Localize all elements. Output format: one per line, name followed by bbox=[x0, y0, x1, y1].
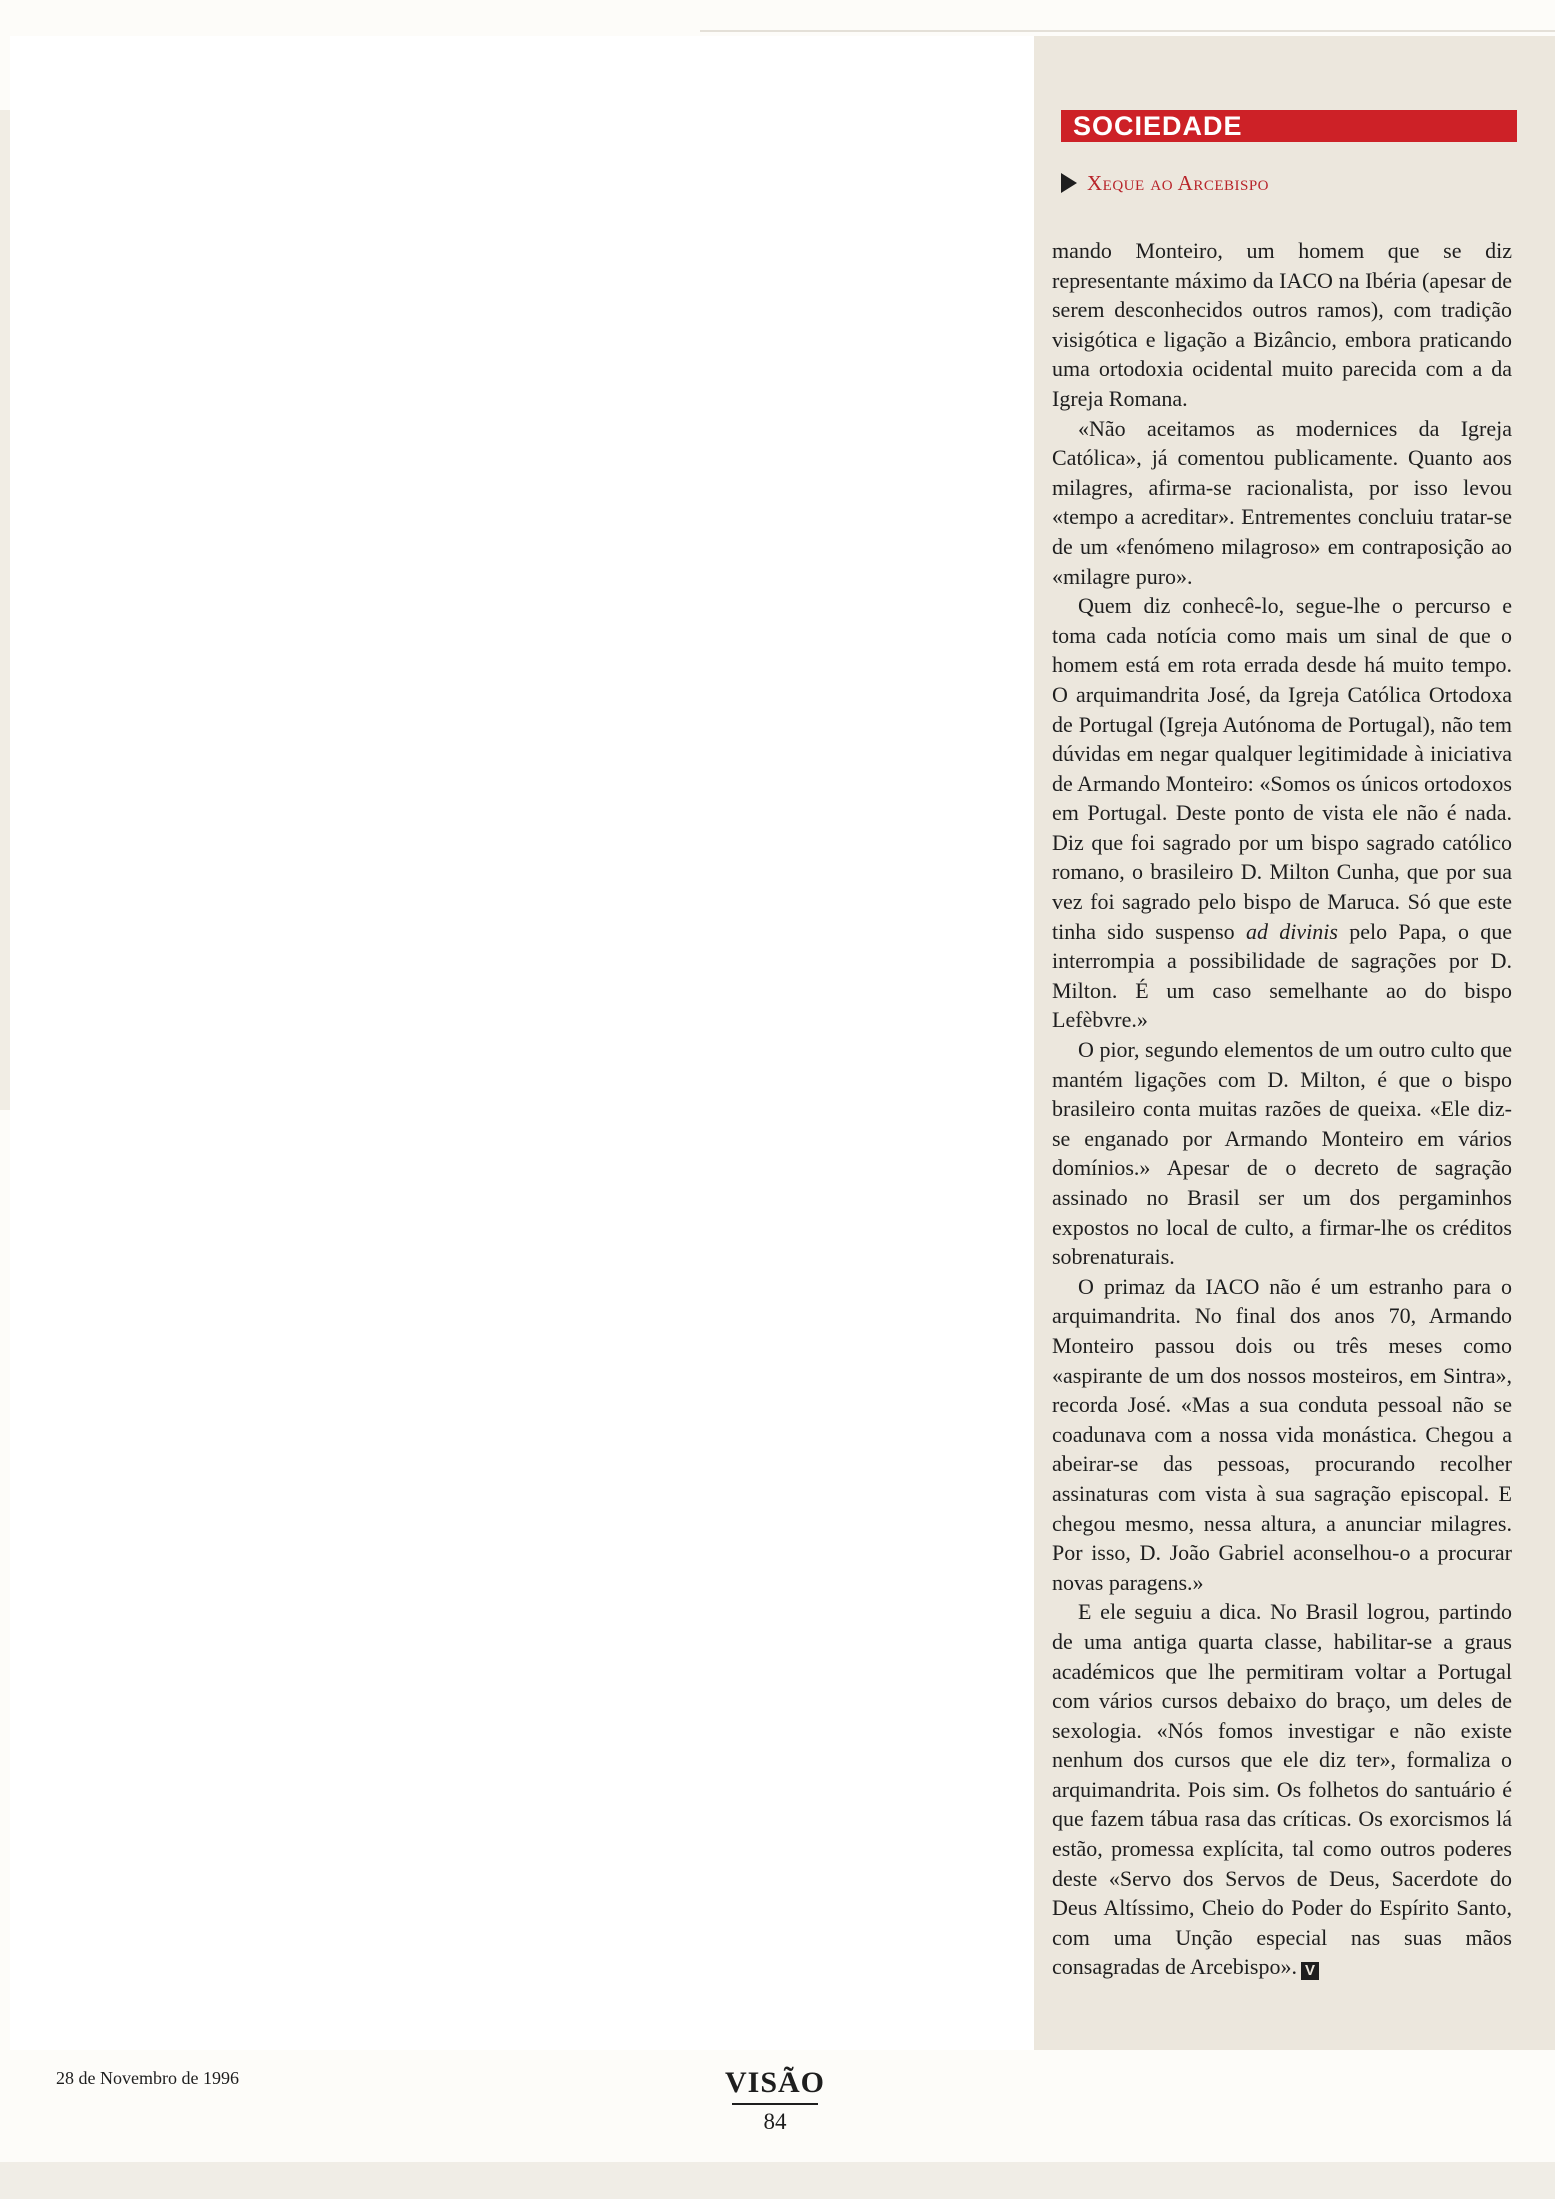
kicker-text: Xeque ao Arcebispo bbox=[1087, 170, 1270, 195]
left-edge-strip bbox=[0, 110, 10, 1110]
triangle-bullet-icon bbox=[1061, 173, 1077, 193]
top-rule bbox=[700, 30, 1555, 32]
bottom-band bbox=[0, 2162, 1555, 2199]
article-paragraph: mando Monteiro, um homem que se diz representante máximo da IACO na Ibéria (apesar de serem desconhecidos outros ramos), com tradição visigótica e ligação a Bizâncio, embora praticando uma ortodoxia ocidental muito parecida com a da Igreja Romana. bbox=[1052, 238, 1512, 411]
page-number: 84 bbox=[763, 2109, 787, 2134]
article-paragraph: O primaz da IACO não é um estranho para o arquimandrita. No final dos anos 70, Armando Monteiro passou dois ou três meses como «aspirante de um dos nossos mosteiros, em Sintra», recorda José. «Mas a sua conduta pessoal não se coadunava com a nossa vida monástica. Chegou a abeirar-se das pessoas, procurando recolher assinaturas com vista à sua sagração episcopal. E chegou mesmo, nessa altura, a anunciar milagres. Por isso, D. João Gabriel aconselhou-o a procurar novas paragens.» bbox=[1052, 1273, 1512, 1595]
end-mark-icon: V bbox=[1301, 1962, 1319, 1980]
article-body bbox=[1052, 236, 1512, 1982]
footer-date: 28 de Novembro de 1996 bbox=[56, 2068, 239, 2088]
article-paragraph bbox=[1052, 591, 1512, 1035]
magazine-masthead: VISÃO bbox=[724, 2066, 826, 2099]
blank-photo-area bbox=[10, 36, 1034, 2050]
italic-phrase: ad divinis bbox=[1245, 918, 1338, 944]
masthead-rule bbox=[732, 2103, 818, 2105]
article-paragraph: «Não aceitamos as modernices da Igreja Católica», já comentou publicamente. Quanto aos milagres, afirma-se racionalista, por isso levou «tempo a acreditar». Entrementes concluiu tratar-se de um «fenómeno milagroso» em contraposição ao «milagre puro». bbox=[1052, 415, 1512, 589]
article-paragraph-text: Quem diz conhecê-lo, segue-lhe o percurso e toma cada notícia como mais um sinal de que o homem está em rota errada desde há muito tempo. O arquimandrita José, da Igreja Católica Ortodoxa de Portugal (Igreja Autónoma de Portugal), não tem dúvidas em negar qualquer legitimidade à iniciativa de Armando Monteiro: «Somos os únicos ortodoxos em Portugal. Deste ponto de vista ele não é nada. Diz que foi sagrado por um bispo sagrado católico romano, o brasileiro D. Milton Cunha, que por sua vez foi sagrado pelo bispo de Maruca. Só que este tinha sido suspenso bbox=[1052, 593, 1512, 944]
section-label: SOCIEDADE bbox=[1061, 110, 1517, 142]
article-paragraph: O pior, segundo elementos de um outro culto que mantém ligações com D. Milton, é que o bispo brasileiro conta muitas razões de queixa. «Ele diz-se enganado por Armando Monteiro em vários domínios.» Apesar de o decreto de sagração assinado no Brasil ser um dos pergaminhos expostos no local de culto, a firmar-lhe os créditos sobrenaturais. bbox=[1052, 1037, 1512, 1270]
article-paragraph bbox=[1052, 1597, 1512, 1982]
kicker bbox=[1061, 168, 1269, 198]
article-paragraph-text: pelo Papa, o que interrompia a possibilidade de sagrações por D. Milton. É um caso semelhante ao do bispo Lefèbvre.» bbox=[1052, 918, 1513, 1033]
article-paragraph-text: E ele seguiu a dica. No Brasil logrou, partindo de uma antiga quarta classe, habilitar-se a graus académicos que lhe permitiram voltar a Portugal com vários cursos debaixo do braço, um deles de sexologia. «Nós fomos investigar e não existe nenhum dos cursos que ele diz ter», formaliza o arquimandrita. Pois sim. Os folhetos do santuário é que fazem tábua rasa das críticas. Os exorcismos lá estão, promessa explícita, tal como outros poderes deste «Servo dos Servos de Deus, Sacerdote do Deus Altíssimo, Cheio do Poder do Espírito Santo, com uma Unção especial nas suas mãos consagradas de Arcebispo». bbox=[1052, 1599, 1512, 1980]
